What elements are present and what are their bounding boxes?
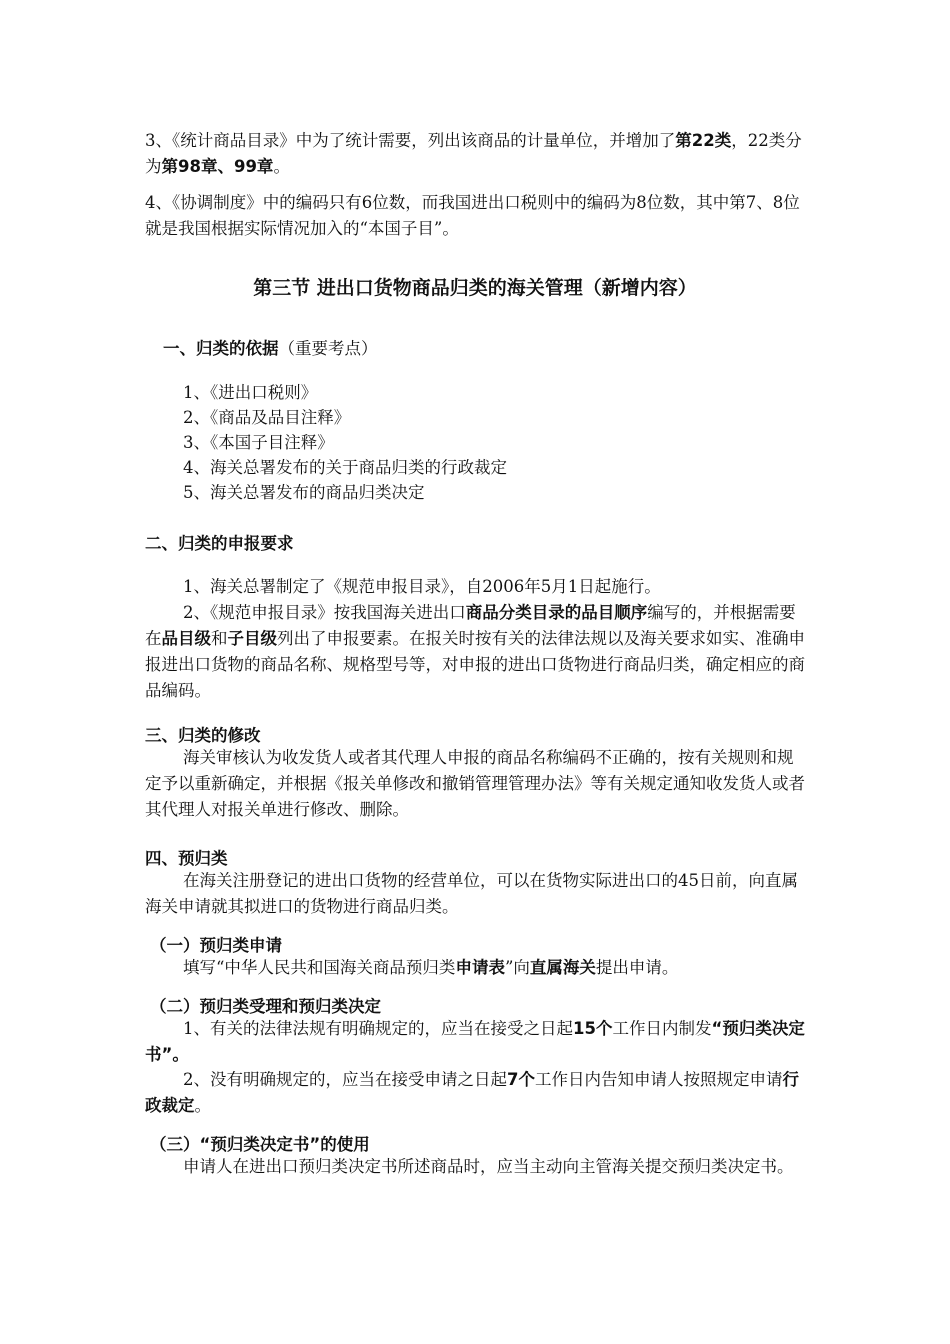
paragraph-usage: 申请人在进出口预归类决定书所述商品时，应当主动向主管海关提交预归类决定书。 [183, 1157, 794, 1176]
bold-text: 7个 [507, 1070, 535, 1089]
bold-text: “预归类决定书”。 [145, 1019, 805, 1064]
subheading-usage: （三）“预归类决定书”的使用 [150, 1135, 370, 1154]
paragraph-declaration-2 [145, 600, 805, 704]
list-item: 3、《本国子目注释》 [183, 433, 334, 452]
bold-text: 品目级 [161, 629, 211, 648]
text: 填写“中华人民共和国海关商品预归类 [183, 958, 456, 977]
text: 工作日内告知申请人按照规定申请 [534, 1070, 783, 1089]
text: 工作日内制发 [612, 1019, 712, 1038]
heading-text: 一、归类的依据 [163, 339, 279, 358]
heading-modification: 三、归类的修改 [145, 726, 261, 745]
paragraph-pre-classification: 在海关注册登记的进出口货物的经营单位，可以在货物实际进出口的45日前，向直属海关申请就其拟进口的货物进行商品归类。 [145, 871, 798, 916]
text: 。 [194, 1096, 211, 1115]
text: 2、《规范申报目录》按我国海关进出口 [183, 603, 466, 622]
bold-text: 申请表 [455, 958, 505, 977]
text: 。 [273, 157, 290, 176]
paragraph-decision-2 [145, 1067, 805, 1119]
bold-text: 商品分类目录的品目顺序 [465, 603, 648, 622]
list-item: 5、海关总署发布的商品归类决定 [183, 483, 425, 502]
list-item: 4、海关总署发布的关于商品归类的行政裁定 [183, 458, 507, 477]
bold-text: 行政裁定 [145, 1070, 799, 1115]
heading-basis [163, 335, 378, 359]
text: 1、有关的法律法规有明确规定的，应当在接受之日起 [183, 1019, 573, 1038]
text: 2、没有明确规定的，应当在接受申请之日起 [183, 1070, 507, 1089]
bold-text: 第22类 [675, 131, 732, 150]
heading-declaration: 二、归类的申报要求 [145, 534, 294, 553]
subheading-decision: （二）预归类受理和预归类决定 [150, 997, 381, 1016]
bold-text: 子目级 [227, 629, 277, 648]
text: 列出了申报要素。在报关时按有关的法律法规以及海关要求如实、准确申报进出口货物的商品名称、规格型号等，对申报的进出口货物进行商品归类，确定相应的商品编码。 [145, 629, 805, 700]
paragraph-declaration-1: 1、海关总署制定了《规范申报目录》，自2006年5月1日起施行。 [183, 577, 661, 596]
paragraph-modification: 海关审核认为收发货人或者其代理人申报的商品名称编码不正确的，按有关规则和规定予以重新确定，并根据《报关单修改和撤销管理管理办法》等有关规定通知收发货人或者其代理人对报关单进行修改、删除。 [145, 748, 805, 819]
text: 和 [211, 629, 228, 648]
text: 提出申请。 [595, 958, 679, 977]
paragraph-item-3 [145, 128, 805, 180]
bold-text: 15个 [573, 1019, 613, 1038]
heading-note: （重要考点） [278, 339, 378, 358]
text: ”向 [504, 958, 530, 977]
paragraph-decision-1 [145, 1016, 805, 1068]
subheading-application: （一）预归类申请 [150, 936, 282, 955]
bold-text: 第98章、99章 [161, 157, 274, 176]
text: 编写的，并根据需要在 [145, 603, 796, 648]
bold-text: 直属海关 [529, 958, 596, 977]
list-item: 1、《进出口税则》 [183, 383, 318, 402]
section-title: 第三节 进出口货物商品归类的海关管理（新增内容） [253, 277, 697, 299]
text: 3、《统计商品目录》中为了统计需要，列出该商品的计量单位，并增加了 [145, 131, 676, 150]
heading-pre-classification: 四、预归类 [145, 849, 228, 868]
text: ，22类分为 [145, 131, 802, 176]
paragraph-item-4: 4、《协调制度》中的编码只有6位数，而我国进出口税则中的编码为8位数，其中第7、8位就是我国根据实际情况加入的“本国子目”。 [145, 193, 800, 238]
paragraph-application [145, 955, 805, 981]
list-item: 2、《商品及品目注释》 [183, 408, 351, 427]
